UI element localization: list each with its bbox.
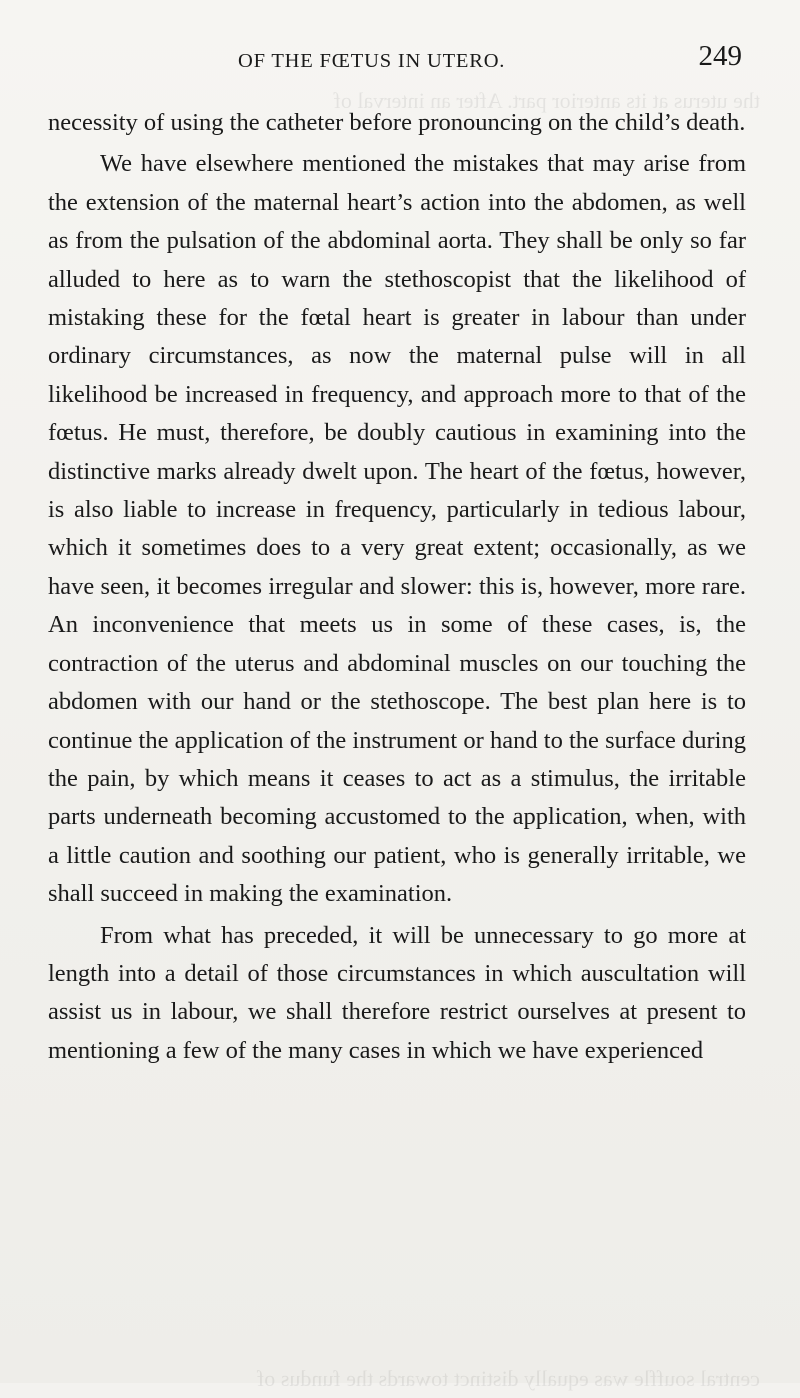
show-through-artifact: central souffle was equally distinct towards the fundus of [256, 1366, 760, 1391]
running-head: OF THE FŒTUS IN UTERO. [238, 50, 506, 72]
body-text [48, 104, 746, 1070]
page-number: 249 [698, 40, 742, 72]
page-header [48, 40, 760, 88]
paragraph: From what has preceded, it will be unnecessary to go more at length into a detail of those circumstances in which auscultation will assist us in labour, we shall therefore restrict ourselves at present to mentioning a few of the many cases in which we have experienced [48, 921, 746, 1064]
show-through-artifact: the uterus at its anterior part. After an interval of [333, 88, 760, 113]
paragraph: We have elsewhere mentioned the mistakes that may arise from the extension of the maternal heart’s action into the abdomen, as well as from the pulsation of the abdominal aorta. They shall be only so far alluded to here as to warn the stethoscopist that the likelihood of mistaking these for the fœtal heart is greater in labour than under ordinary circumstances, as now the maternal pulse will in all likelihood be increased in frequency, and approach more to that of the fœtus. He must, therefore, be doubly cautious in examining into the distinctive marks already dwelt upon. The heart of the fœtus, however, is also liable to increase in frequency, particularly in tedious labour, which it sometimes does to a very great extent; occasionally, as we have seen, it becomes irregular and slower: this is, however, more rare. An inconvenience that meets us in some of these cases, is, the contraction of the uterus and abdominal muscles on our touching the abdomen with our hand or the stethoscope. The best plan here is to continue the application of the instrument or hand to the surface during the pain, by which means it ceases to act as a stimulus, the irritable parts underneath becoming accustomed to the application, when, with a little caution and soothing our patient, who is generally irritable, we shall succeed in making the examination. [48, 150, 746, 908]
paragraph-continuation: necessity of using the catheter before pronouncing on the child’s death. [48, 109, 746, 136]
